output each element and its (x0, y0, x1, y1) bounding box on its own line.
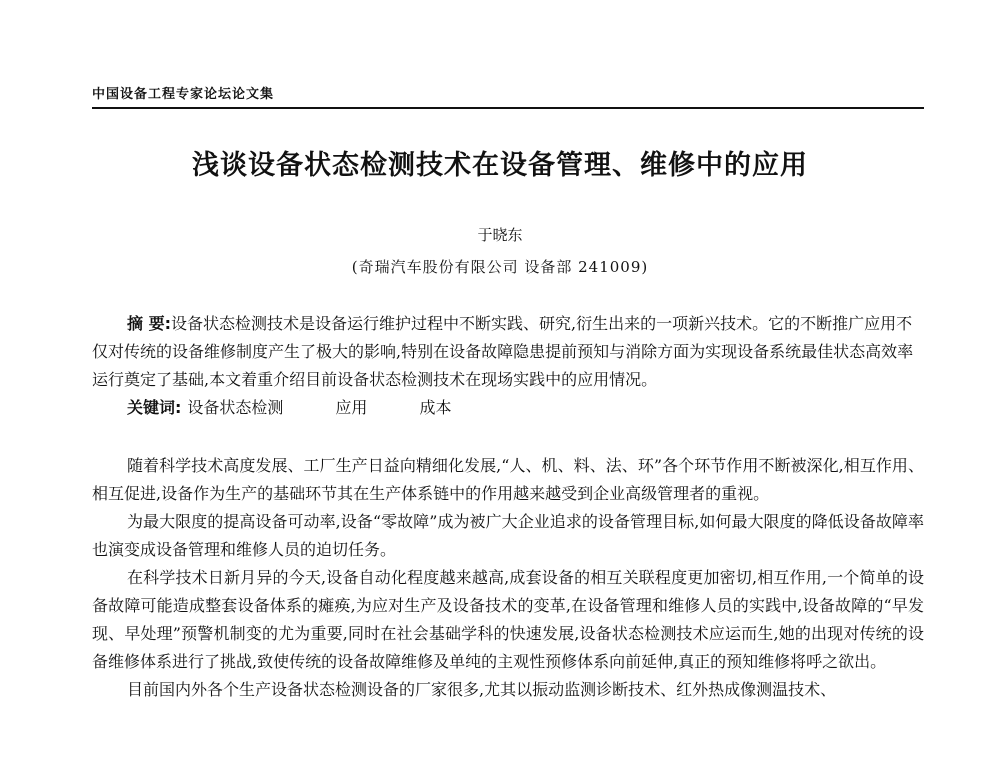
author-name: 于晓东 (477, 226, 523, 244)
keywords (127, 394, 497, 422)
body-paragraph: 目前国内外各个生产设备状态检测设备的厂家很多,尤其以振动监测诊断技术、红外热成像测温技术、 (127, 680, 837, 699)
body-paragraph: 为最大限度的提高设备可动率,设备“零故障”成为被广大企业追求的设备管理目标,如何最大限度的降低设备故障率也演变成设备管理和维修人员的迫切任务。 (92, 512, 924, 559)
body-paragraph: 在科学技术日新月异的今天,设备自动化程度越来越高,成套设备的相互关联程度更加密切,相互作用,一个简单的设备故障可能造成整套设备体系的瘫痪,为应对生产及设备技术的变革,在设备管理和维修人员的实践中,设备故障的“早发现、早处理”预警机制变的尤为重要,同时在社会基础学科的快速发展,设备状态检测技术应运而生,她的出现对传统的设备维修体系进行了挑战,致使传统的设备故障维修及单纯的主观性预修体系向前延伸,真正的预知维修将呼之欲出。 (92, 568, 924, 671)
running-header: 中国设备工程专家论坛论文集 (92, 87, 275, 102)
abstract-label: 摘 要: (127, 314, 171, 333)
abstract (92, 310, 924, 394)
keywords-label: 关键词: (127, 398, 182, 417)
abstract-text: 设备状态检测技术是设备运行维护过程中不断实践、研究,衍生出来的一项新兴技术。它的不断推广应用不仅对传统的设备维修制度产生了极大的影响,特别在设备故障隐患提前预知与消除方面为实现设备系统最佳状态高效率运行奠定了基础,本文着重介绍目前设备状态检测技术在现场实践中的应用情况。 (92, 314, 914, 389)
body-paragraph: 随着科学技术高度发展、工厂生产日益向精细化发展,“人、机、料、法、环”各个环节作用不断被深化,相互作用、相互促进,设备作为生产的基础环节其在生产体系链中的作用越来越受到企业高级管理者的重视。 (92, 456, 924, 503)
author-affiliation: (奇瑞汽车股份有限公司 设备部 241009) (351, 258, 649, 276)
article-title: 浅谈设备状态检测技术在设备管理、维修中的应用 (192, 150, 808, 181)
keyword-item: 设备状态检测 (187, 398, 284, 417)
keyword-item: 应用 (335, 398, 368, 417)
body-text (92, 452, 924, 704)
header-rule (92, 107, 924, 109)
keyword-item: 成本 (419, 398, 452, 417)
